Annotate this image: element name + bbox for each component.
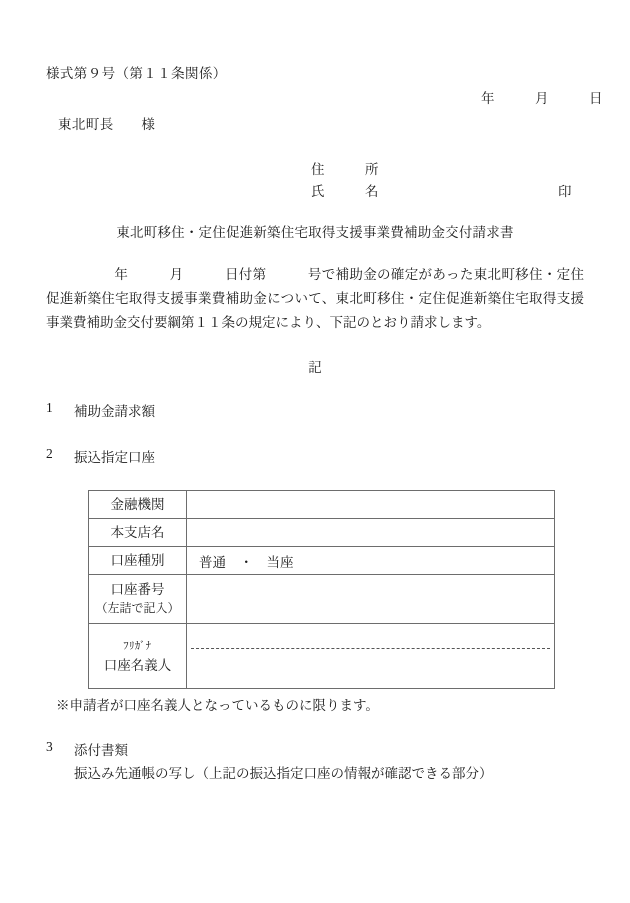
label-account-type: 口座種別 (89, 547, 187, 575)
ki-mark: 記 (308, 360, 322, 375)
label-account-number (89, 575, 187, 624)
item-3-sublabel: 振込み先通帳の写し（上記の振込指定口座の情報が確認できる部分） (74, 766, 493, 781)
seal-marker: 印 (558, 184, 572, 199)
field-account-holder[interactable] (187, 624, 555, 689)
body-line-2: 住宅取得支援事業費補助金について、東北町移住・定住促進新築住宅取得支援事業費補助 (46, 291, 585, 330)
label-furigana: ﾌﾘｶﾞﾅ (123, 640, 152, 652)
item-2-number: 2 (46, 446, 53, 461)
label-account-holder-main: 口座名義人 (103, 658, 172, 673)
item-2-label: 振込指定口座 (74, 450, 155, 465)
body-paragraph (46, 263, 584, 335)
field-account-number-boxes[interactable] (187, 575, 555, 624)
table-row-account-type (89, 547, 555, 575)
furigana-divider (191, 648, 550, 649)
label-account-holder (89, 624, 187, 689)
field-account-type-options[interactable]: 普通 ・ 当座 (187, 547, 555, 575)
table-row-financial-institution (89, 491, 555, 519)
address-label: 住 所 (311, 162, 379, 177)
body-line-1: 年 月 日付第 号で補助金の確定があった東北町移住・定住促進新築 (46, 267, 584, 306)
bank-account-table (88, 490, 555, 689)
account-holder-note: ※申請者が口座名義人となっているものに限ります。 (56, 698, 379, 713)
table-row-branch-name (89, 519, 555, 547)
body-line-3: 金交付要綱第１１条の規定により、下記のとおり請求します。 (113, 315, 491, 330)
item-3-number: 3 (46, 739, 53, 754)
label-branch-name: 本支店名 (89, 519, 187, 547)
header-date-line: 年 月 日 (481, 91, 603, 106)
field-branch-name[interactable] (187, 519, 555, 547)
form-number: 様式第９号（第１１条関係） (46, 66, 227, 81)
item-1-label: 補助金請求額 (74, 404, 155, 419)
label-account-number-main: 口座番号 (110, 582, 165, 597)
field-financial-institution[interactable] (187, 491, 555, 519)
label-account-number-note: （左詰で記入） (95, 601, 180, 615)
name-label: 氏 名 (311, 184, 379, 199)
table-row-account-holder (89, 624, 555, 689)
document-title: 東北町移住・定住促進新築住宅取得支援事業費補助金交付請求書 (116, 225, 514, 240)
item-3-label: 添付書類 (74, 743, 128, 758)
addressee: 東北町長 様 (58, 117, 156, 132)
item-1-number: 1 (46, 400, 53, 415)
label-financial-institution: 金融機関 (89, 491, 187, 519)
table-row-account-number (89, 575, 555, 624)
